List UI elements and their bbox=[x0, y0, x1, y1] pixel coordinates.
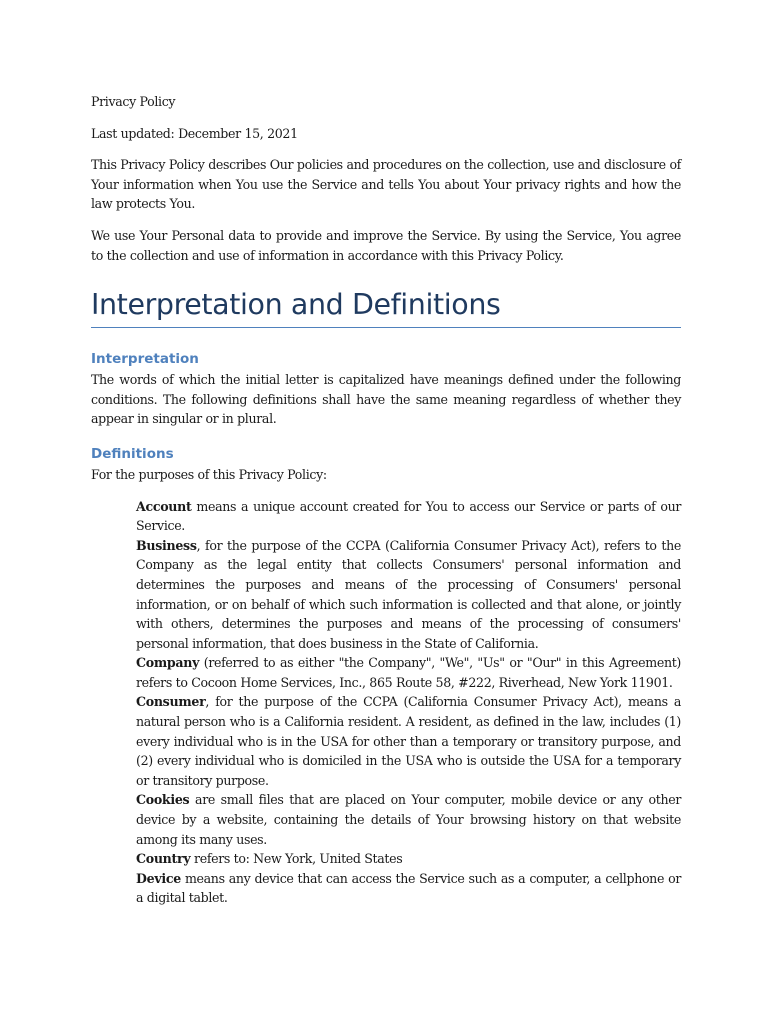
subheading-definitions: Definitions bbox=[91, 445, 174, 462]
definitions-list bbox=[136, 497, 681, 908]
document-title: Privacy Policy bbox=[91, 94, 176, 109]
definition-term: Country bbox=[136, 851, 191, 867]
definition-country bbox=[136, 849, 681, 869]
intro-paragraph-2: We use Your Personal data to provide and improve the Service. By using the Service, You agree to the collection and use of information in accordance with this Privacy Policy. bbox=[91, 227, 681, 263]
definition-term: Cookies bbox=[136, 792, 190, 808]
definition-text: , for the purpose of the CCPA (California Consumer Privacy Act), refers to the Company as the legal entity that collects Consumers' personal information and determines the purposes and means of the processing of Consumers' personal information, or on behalf of which such information is collected and that alone, or jointly with others, determines the purposes and means of the processing of consumers' personal information, that does business in the State of California. bbox=[136, 537, 681, 651]
definition-cookies bbox=[136, 790, 681, 849]
definition-text: means a unique account created for You to access our Service or parts of our Service. bbox=[136, 498, 681, 534]
definition-device bbox=[136, 869, 681, 908]
definition-term: Device bbox=[136, 870, 181, 886]
intro-paragraph-1: This Privacy Policy describes Our policies and procedures on the collection, use and disclosure of Your information when You use the Service and tells You about Your privacy rights and how the law protects You. bbox=[91, 157, 681, 212]
definition-business bbox=[136, 536, 681, 654]
definition-term: Company bbox=[136, 655, 200, 671]
definition-text: refers to: New York, United States bbox=[190, 851, 403, 867]
definition-term: Business bbox=[136, 537, 197, 553]
section-heading-interpretation-definitions: Interpretation and Definitions bbox=[91, 285, 681, 328]
interpretation-paragraph: The words of which the initial letter is capitalized have meanings defined under the following conditions. The following definitions shall have the same meaning regardless of whether they appear in singular or in plural. bbox=[91, 372, 681, 427]
definition-account bbox=[136, 497, 681, 536]
definition-company bbox=[136, 653, 681, 692]
definition-consumer bbox=[136, 692, 681, 790]
last-updated-date: Last updated: December 15, 2021 bbox=[91, 125, 298, 141]
definition-text: , for the purpose of the CCPA (California Consumer Privacy Act), means a natural person who is a California resident. A resident, as defined in the law, includes (1) every individual who is in the USA for other than a temporary or transitory purpose, and (2) every individual who is domiciled in the USA who is outside the USA for a temporary or transitory purpose. bbox=[136, 694, 681, 788]
subheading-interpretation: Interpretation bbox=[91, 351, 199, 368]
definition-term: Account bbox=[136, 498, 192, 514]
document-content bbox=[91, 92, 681, 908]
definition-text: are small files that are placed on Your computer, mobile device or any other device by a website, containing the details of Your browsing history on that website among its many uses. bbox=[136, 792, 681, 847]
definition-text: means any device that can access the Service such as a computer, a cellphone or a digital tablet. bbox=[136, 870, 681, 906]
definition-term: Consumer bbox=[136, 694, 206, 710]
definition-text: (referred to as either "the Company", "We", "Us" or "Our" in this Agreement) refers to Cocoon Home Services, Inc., 865 Route 58, #222, Riverhead, New York 11901. bbox=[136, 655, 681, 690]
definitions-intro: For the purposes of this Privacy Policy: bbox=[91, 466, 327, 482]
